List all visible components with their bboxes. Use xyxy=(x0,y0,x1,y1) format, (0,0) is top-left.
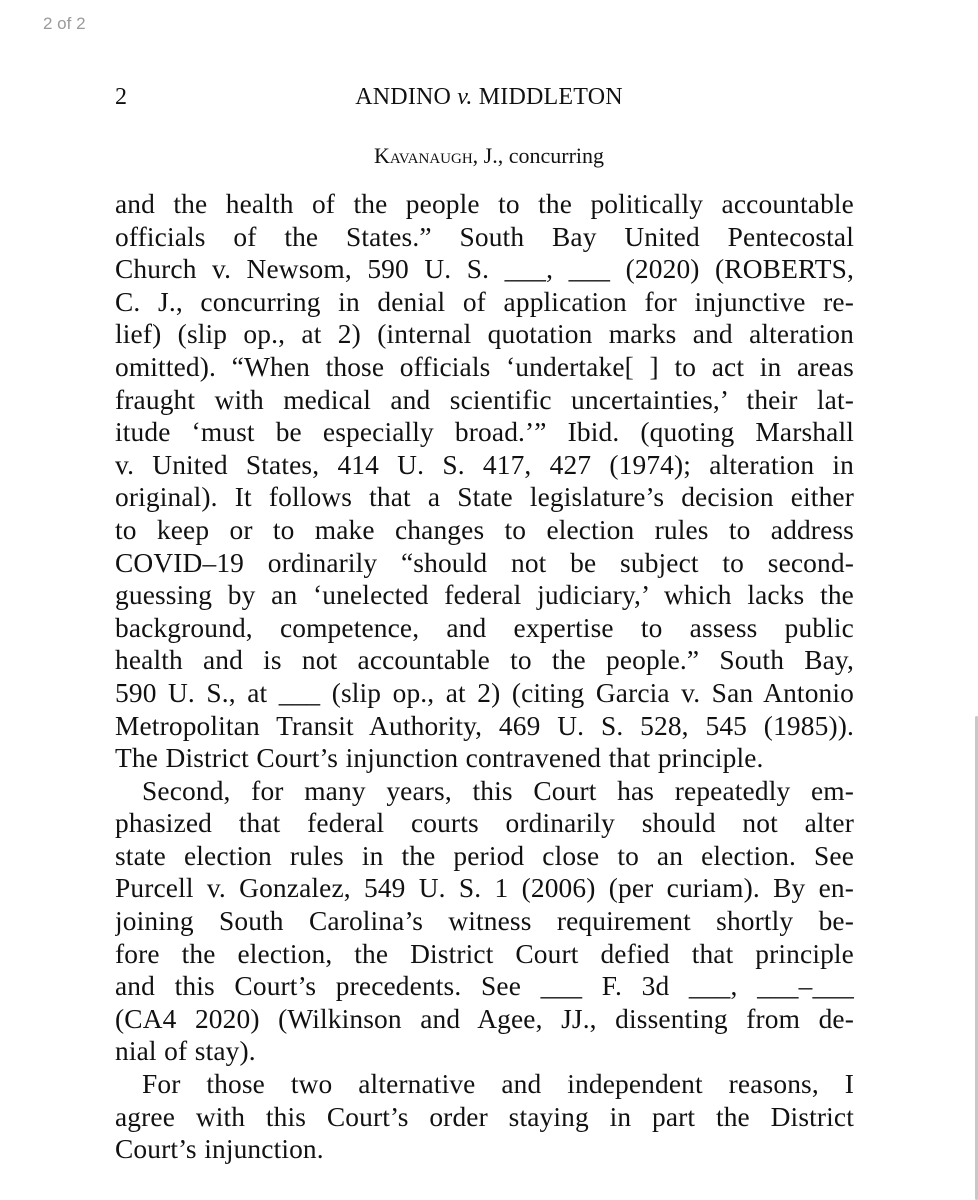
text-line: phasized that federal courts ordinarily should not alter xyxy=(115,808,854,839)
case-name-part1: ANDINO xyxy=(355,84,452,110)
text-line: Church v. Newsom, 590 U. S. ___, ___ (2020) (ROBERTS, xyxy=(115,254,854,285)
text-line: COVID–19 ordinarily “should not be subject to second- xyxy=(115,547,854,578)
text-line: Metropolitan Transit Authority, 469 U. S. 528, 545 (1985)). xyxy=(115,710,854,741)
text-line: Purcell v. Gonzalez, 549 U. S. 1 (2006) (per curiam). By en- xyxy=(115,873,854,904)
author-name: Kavanaugh xyxy=(373,143,473,168)
text-line: Second, for many years, this Court has repeatedly em- xyxy=(142,775,854,806)
text-line: state election rules in the period close to an election. See xyxy=(115,840,854,871)
text-line: and this Court’s precedents. See ___ F. 3d ___, ___–___ xyxy=(115,971,854,1002)
text-line: to keep or to make changes to election rules to address xyxy=(115,514,854,545)
author-suffix: , J., concurring xyxy=(472,143,605,168)
text-line: guessing by an ‘unelected federal judiciary,’ which lacks the xyxy=(115,580,854,611)
text-line: nial of stay). xyxy=(115,1036,256,1067)
text-line: (CA4 2020) (Wilkinson and Agee, JJ., dissenting from de- xyxy=(115,1003,854,1034)
text-line: fore the election, the District Court defied that principle xyxy=(115,938,854,969)
page-indicator: 2 of 2 xyxy=(43,14,86,33)
text-line: 590 U. S., at ___ (slip op., at 2) (citing Garcia v. San Antonio xyxy=(115,677,854,708)
text-line: v. United States, 414 U. S. 417, 427 (1974); alteration in xyxy=(115,449,854,480)
text-line: For those two alternative and independent reasons, I xyxy=(142,1069,854,1100)
case-name-v: v. xyxy=(457,84,473,110)
text-line: original). It follows that a State legislature’s decision either xyxy=(115,482,854,513)
text-line: background, competence, and expertise to assess public xyxy=(115,612,854,643)
paragraph-3 xyxy=(115,1068,854,1166)
text-line: C. J., concurring in denial of application for injunctive re- xyxy=(115,286,854,317)
case-name-part2: MIDDLETON xyxy=(478,84,623,110)
running-head xyxy=(0,84,978,111)
text-line: agree with this Court’s order staying in part the District xyxy=(115,1101,854,1132)
text-line: health and is not accountable to the people.” South Bay, xyxy=(115,645,854,676)
paragraph-1 xyxy=(115,188,854,775)
text-line: fraught with medical and scientific uncertainties,’ their lat- xyxy=(115,384,854,415)
text-line: and the health of the people to the politically accountable xyxy=(115,189,854,219)
text-line: omitted). “When those officials ‘undertake[ ] to act in areas xyxy=(115,351,854,382)
text-line: joining South Carolina’s witness requirement shortly be- xyxy=(115,906,854,937)
opinion-body xyxy=(115,188,854,1166)
page-number: 2 xyxy=(115,84,127,110)
paragraph-2 xyxy=(115,775,854,1068)
opinion-subhead xyxy=(0,143,978,169)
text-line: The District Court’s injunction contravened that principle. xyxy=(115,743,764,774)
text-line: itude ‘must be especially broad.’” Ibid. (quoting Marshall xyxy=(115,417,854,448)
text-line: officials of the States.” South Bay United Pentecostal xyxy=(115,221,854,252)
text-line: lief) (slip op., at 2) (internal quotation marks and alteration xyxy=(115,319,854,350)
text-line: Court’s injunction. xyxy=(115,1134,324,1165)
